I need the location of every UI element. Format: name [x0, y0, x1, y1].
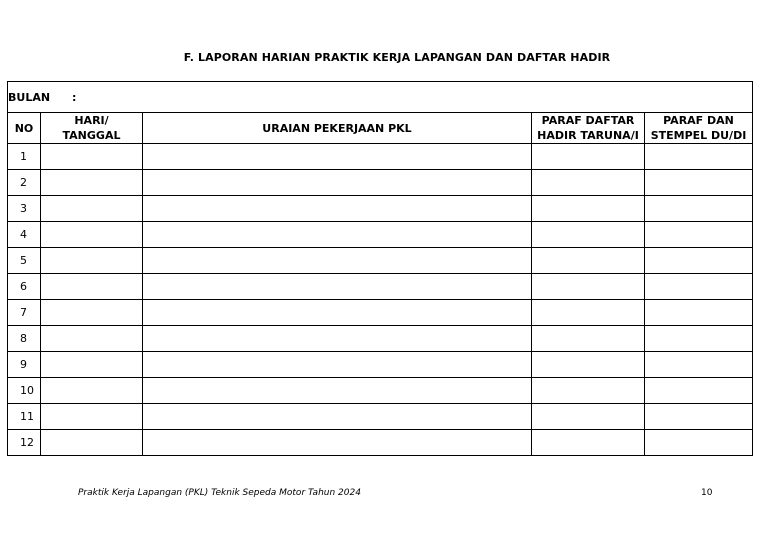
header-no: NO — [8, 113, 41, 144]
header-date — [41, 113, 143, 144]
row-description-cell — [143, 222, 532, 248]
row-date-cell — [41, 404, 143, 430]
month-cell — [8, 82, 753, 113]
row-stamp-cell — [645, 196, 753, 222]
footer-text: Praktik Kerja Lapangan (PKL) Teknik Sepeda Motor Tahun 2024 — [78, 488, 361, 498]
header-stamp-line2: STEMPEL DU/DI — [650, 129, 747, 142]
row-stamp-cell — [645, 222, 753, 248]
row-attendance-cell — [532, 404, 645, 430]
page-number: 10 — [701, 488, 713, 498]
document-title: F. LAPORAN HARIAN PRAKTIK KERJA LAPANGAN DAN DAFTAR HADIR — [183, 51, 611, 64]
row-stamp-cell — [645, 404, 753, 430]
table-row — [8, 326, 753, 352]
table-row — [8, 378, 753, 404]
row-description-cell — [143, 300, 532, 326]
table-row — [8, 196, 753, 222]
row-stamp-cell — [645, 144, 753, 170]
row-date-cell — [41, 326, 143, 352]
row-description-cell — [143, 274, 532, 300]
row-description-cell — [143, 326, 532, 352]
row-date-cell — [41, 196, 143, 222]
row-attendance-cell — [532, 352, 645, 378]
row-date-cell — [41, 170, 143, 196]
table-row — [8, 352, 753, 378]
row-attendance-cell — [532, 430, 645, 456]
header-description: URAIAN PEKERJAAN PKL — [143, 113, 532, 144]
header-attendance — [532, 113, 645, 144]
row-date-cell — [41, 300, 143, 326]
row-date-cell — [41, 222, 143, 248]
header-stamp-line1: PARAF DAN — [663, 114, 734, 127]
header-attendance-line1: PARAF DAFTAR — [541, 114, 635, 127]
table-row — [8, 274, 753, 300]
row-description-cell — [143, 170, 532, 196]
row-attendance-cell — [532, 300, 645, 326]
header-stamp — [645, 113, 753, 144]
row-description-cell — [143, 144, 532, 170]
row-stamp-cell — [645, 352, 753, 378]
row-no-cell: 9 — [8, 352, 41, 378]
row-date-cell — [41, 248, 143, 274]
row-attendance-cell — [532, 248, 645, 274]
row-no-cell: 8 — [8, 326, 41, 352]
row-no-cell: 4 — [8, 222, 41, 248]
row-description-cell — [143, 378, 532, 404]
header-row — [8, 113, 753, 144]
row-attendance-cell — [532, 222, 645, 248]
row-no-cell: 2 — [8, 170, 41, 196]
row-attendance-cell — [532, 378, 645, 404]
row-description-cell — [143, 430, 532, 456]
row-attendance-cell — [532, 326, 645, 352]
row-stamp-cell — [645, 326, 753, 352]
row-description-cell — [143, 352, 532, 378]
row-date-cell — [41, 144, 143, 170]
row-description-cell — [143, 404, 532, 430]
row-no-cell: 11 — [8, 404, 41, 430]
row-date-cell — [41, 352, 143, 378]
row-no-cell: 5 — [8, 248, 41, 274]
row-attendance-cell — [532, 196, 645, 222]
daily-report-table — [7, 81, 753, 456]
table-row — [8, 404, 753, 430]
header-date-line2: TANGGAL — [62, 129, 121, 142]
month-label: BULAN — [8, 90, 51, 104]
row-attendance-cell — [532, 274, 645, 300]
row-no-cell: 12 — [8, 430, 41, 456]
row-no-cell: 6 — [8, 274, 41, 300]
row-stamp-cell — [645, 274, 753, 300]
row-stamp-cell — [645, 430, 753, 456]
table-row — [8, 144, 753, 170]
row-stamp-cell — [645, 378, 753, 404]
row-attendance-cell — [532, 144, 645, 170]
table-row — [8, 300, 753, 326]
header-date-line1: HARI/ — [74, 114, 109, 127]
header-attendance-line2: HADIR TARUNA/I — [537, 129, 639, 142]
row-stamp-cell — [645, 300, 753, 326]
row-date-cell — [41, 274, 143, 300]
row-description-cell — [143, 248, 532, 274]
row-no-cell: 7 — [8, 300, 41, 326]
table-row — [8, 248, 753, 274]
row-date-cell — [41, 378, 143, 404]
row-no-cell: 1 — [8, 144, 41, 170]
month-colon: : — [72, 90, 77, 104]
row-attendance-cell — [532, 170, 645, 196]
table-row — [8, 170, 753, 196]
row-description-cell — [143, 196, 532, 222]
table-row — [8, 222, 753, 248]
row-date-cell — [41, 430, 143, 456]
table-row — [8, 430, 753, 456]
row-stamp-cell — [645, 170, 753, 196]
month-row — [8, 82, 753, 113]
row-no-cell: 3 — [8, 196, 41, 222]
row-no-cell: 10 — [8, 378, 41, 404]
row-stamp-cell — [645, 248, 753, 274]
